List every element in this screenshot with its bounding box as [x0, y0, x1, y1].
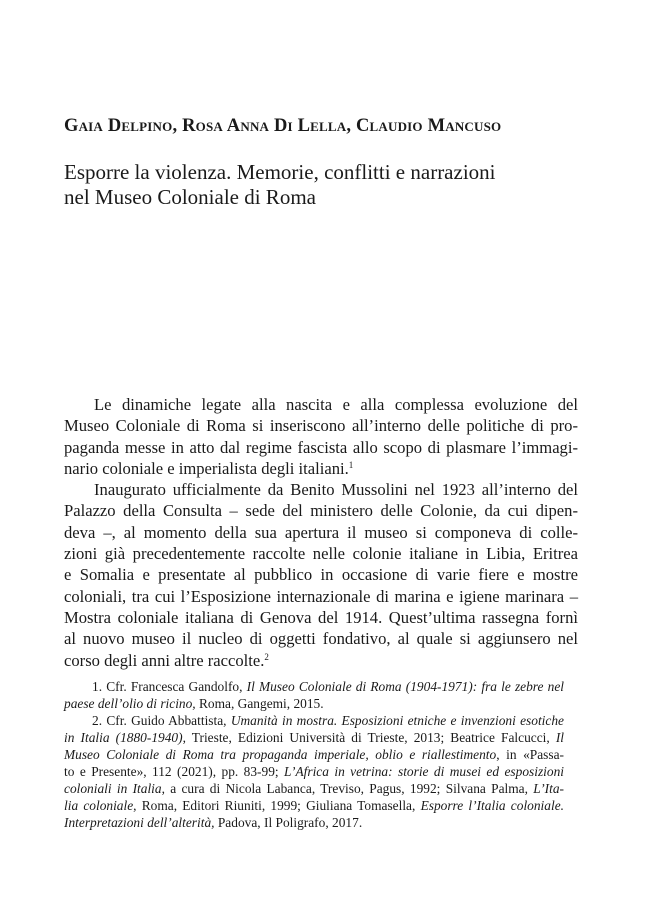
title-line-2: nel Museo Coloniale di Roma	[64, 185, 316, 209]
paragraph-2	[64, 479, 578, 671]
authors: Gaia Delpino, Rosa Anna Di Lella, Claudio Mancuso	[64, 116, 502, 136]
text-line: Mostra coloniale italiana di Genova del 1914. Quest’ultima rassegna fornì	[64, 607, 578, 627]
text-line-content: nario coloniale e imperialista degli italiani.	[64, 458, 349, 478]
footnote-text: to e Presente», 112 (2021), pp. 83-99;	[64, 764, 285, 779]
footnote-italic: Il	[555, 730, 565, 745]
footnote-text: , Trieste, Edizioni Università di Trieste, 2013; Beatrice Falcucci,	[182, 730, 556, 745]
footnote-italic: Interpretazioni dell’alterità,	[64, 815, 215, 830]
footnote-line	[64, 780, 564, 797]
footnotes	[64, 678, 564, 831]
footnote-italic: in Italia (1880-1940)	[64, 730, 183, 745]
text-line: Museo Coloniale di Roma si inseriscono all’interno delle politiche di pro-	[64, 416, 578, 436]
footnote-line	[64, 797, 564, 814]
footnote-text: 1. Cfr. Francesca Gandolfo,	[92, 679, 247, 694]
footnote-line	[64, 678, 564, 695]
text-line: deva –, al momento della sua apertura il museo si componeva di colle-	[64, 522, 578, 542]
footnote-italic: L’Africa in vetrina: storie di musei ed esposizioni	[284, 764, 564, 779]
text-line: e Somalia e presentate al pubblico in occasione di varie fiere e mostre	[64, 565, 578, 585]
footnote-italic: Museo Coloniale di Roma tra propaganda imperiale, oblio e riallestimento	[64, 747, 497, 762]
footnote-text: , Roma, Editori Riuniti, 1999; Giuliana Tomasella,	[133, 798, 421, 813]
footnote-2	[64, 712, 564, 831]
footnote-line	[64, 746, 564, 763]
footnote-line	[64, 712, 564, 729]
title-line-1: Esporre la violenza. Memorie, conflitti e narrazioni	[64, 160, 496, 184]
text-line: Palazzo della Consulta – sede del ministero delle Colonie, da cui dipen-	[64, 501, 578, 521]
footnote-italic: lia coloniale	[64, 798, 134, 813]
paragraph-1	[64, 394, 578, 479]
footnote-text: Padova, Il Poligrafo, 2017.	[214, 815, 363, 830]
footnote-1	[64, 678, 564, 712]
footnote-line	[64, 814, 564, 831]
text-line: paganda messe in atto dal regime fascista allo scopo di plasmare l’immagi-	[64, 437, 578, 457]
footnote-italic: Il Museo Coloniale di Roma (1904-1971): fra le zebre nel	[246, 679, 564, 694]
text-line: coloniali, tra cui l’Esposizione internazionale di marina e igiene marinara –	[64, 586, 578, 606]
footnote-text: Roma, Gangemi, 2015.	[195, 696, 324, 711]
footnote-text: , a cura di Nicola Labanca, Treviso, Pagus, 1992; Silvana Palma,	[161, 781, 534, 796]
footnote-ref-1[interactable]: 1	[348, 459, 354, 470]
footnote-text: , in «Passa-	[496, 747, 564, 762]
footnote-line	[64, 729, 564, 746]
text-line	[64, 458, 578, 479]
text-line: Le dinamiche legate alla nascita e alla complessa evoluzione del	[94, 395, 578, 414]
footnote-italic: L’Ita-	[533, 781, 564, 796]
footnote-ref-2[interactable]: 2	[264, 651, 269, 662]
footnote-line	[64, 763, 564, 780]
article-title	[64, 160, 584, 210]
footnote-italic: paese dell’olio di ricino,	[64, 696, 196, 711]
footnote-line	[64, 695, 564, 712]
footnote-italic: coloniali in Italia	[64, 781, 162, 796]
text-line	[64, 650, 578, 671]
text-line: Inaugurato ufficialmente da Benito Mussolini nel 1923 all’interno del	[94, 480, 578, 500]
footnote-italic: Umanità in mostra. Esposizioni etniche e invenzioni esotiche	[230, 713, 564, 728]
text-line: zioni già precedentemente raccolte nelle colonie italiane in Libia, Eritrea	[64, 544, 578, 564]
text-line: al nuovo museo il nucleo di oggetti fondativo, al quale si aggiunsero nel	[64, 629, 578, 649]
body-text	[64, 394, 578, 671]
footnote-italic: Esporre l’Italia coloniale.	[420, 798, 564, 813]
footnote-text: 2. Cfr. Guido Abbattista,	[92, 713, 231, 728]
text-line-content: corso degli anni altre raccolte.	[64, 650, 265, 670]
